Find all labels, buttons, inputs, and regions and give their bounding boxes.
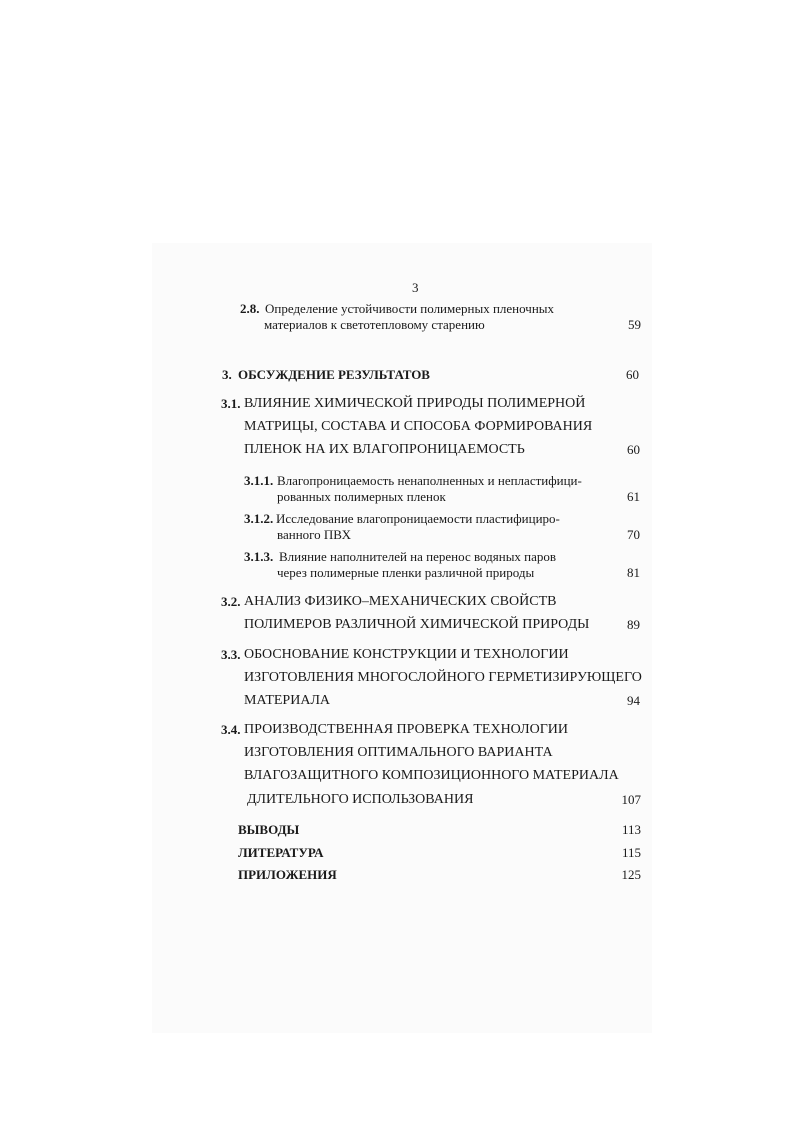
toc-title: ОБСУЖДЕНИЕ РЕЗУЛЬТАТОВ xyxy=(238,367,430,382)
toc-number: 3.1. xyxy=(221,396,241,411)
toc-title: ПРИЛОЖЕНИЯ xyxy=(238,867,337,882)
toc-page: 70 xyxy=(627,527,640,542)
toc-number: 3.1.3. xyxy=(244,549,274,564)
toc-number: 3.4. xyxy=(221,722,241,737)
toc-title: ВЫВОДЫ xyxy=(238,822,300,837)
toc-page: 125 xyxy=(621,867,641,882)
toc-number: 3.3. xyxy=(221,647,241,662)
toc-title-line: ДЛИТЕЛЬНОГО ИСПОЛЬЗОВАНИЯ xyxy=(247,792,474,807)
toc-title-line: ПЛЕНОК НА ИХ ВЛАГОПРОНИЦАЕМОСТЬ xyxy=(244,442,525,457)
toc-title-line: Определение устойчивости полимерных пленочных xyxy=(265,301,555,316)
toc-page: 115 xyxy=(621,845,641,860)
toc-title-line: ВЛАГОЗАЩИТНОГО КОМПОЗИЦИОННОГО МАТЕРИАЛА xyxy=(244,768,619,783)
toc-page: 94 xyxy=(627,693,640,708)
toc-page: 89 xyxy=(627,617,640,632)
toc-title-line: ПРОИЗВОДСТВЕННАЯ ПРОВЕРКА ТЕХНОЛОГИИ xyxy=(244,722,569,737)
toc-title-line: МАТРИЦЫ, СОСТАВА И СПОСОБА ФОРМИРОВАНИЯ xyxy=(244,419,593,434)
toc-page: 61 xyxy=(627,489,640,504)
toc-title-line: Влагопроницаемость ненаполненных и непластифици- xyxy=(277,473,582,488)
toc-title-line: рованных полимерных пленок xyxy=(277,489,446,504)
toc-page: 81 xyxy=(627,565,640,580)
toc-title-line: Исследование влагопроницаемости пластифициро- xyxy=(276,511,560,526)
toc-title-line: через полимерные пленки различной природы xyxy=(277,565,535,580)
toc-title-line: АНАЛИЗ ФИЗИКО–МЕХАНИЧЕСКИХ СВОЙСТВ xyxy=(244,594,557,609)
toc-title-line: материалов к светотепловому старению xyxy=(264,317,485,332)
toc-title-line: ПОЛИМЕРОВ РАЗЛИЧНОЙ ХИМИЧЕСКОЙ ПРИРОДЫ xyxy=(244,617,590,632)
toc-number: 3.1.2. xyxy=(244,511,274,526)
page-number: 3 xyxy=(412,280,419,295)
toc-title-line: ИЗГОТОВЛЕНИЯ МНОГОСЛОЙНОГО ГЕРМЕТИЗИРУЮЩЕГО xyxy=(244,670,642,685)
toc-title-line: ОБОСНОВАНИЕ КОНСТРУКЦИИ И ТЕХНОЛОГИИ xyxy=(244,647,569,662)
toc-page: 59 xyxy=(628,317,641,332)
toc-title-line: Влияние наполнителей на перенос водяных паров xyxy=(279,549,557,564)
toc-title-line: ванного ПВХ xyxy=(277,527,352,542)
toc-number: 3.2. xyxy=(221,594,241,609)
toc-title-line: ВЛИЯНИЕ ХИМИЧЕСКОЙ ПРИРОДЫ ПОЛИМЕРНОЙ xyxy=(244,396,586,411)
toc-title-line: МАТЕРИАЛА xyxy=(244,693,331,708)
toc-title-line: ИЗГОТОВЛЕНИЯ ОПТИМАЛЬНОГО ВАРИАНТА xyxy=(244,745,553,760)
toc-page: 60 xyxy=(627,442,640,457)
scanned-page xyxy=(152,243,652,1033)
toc-number: 3. xyxy=(222,367,232,382)
toc-page: 113 xyxy=(621,822,641,837)
toc-page: 60 xyxy=(626,367,639,382)
toc-number: 2.8. xyxy=(240,301,260,316)
toc-title: ЛИТЕРАТУРА xyxy=(238,845,324,860)
toc-number: 3.1.1. xyxy=(244,473,274,488)
toc-page: 107 xyxy=(621,792,641,807)
